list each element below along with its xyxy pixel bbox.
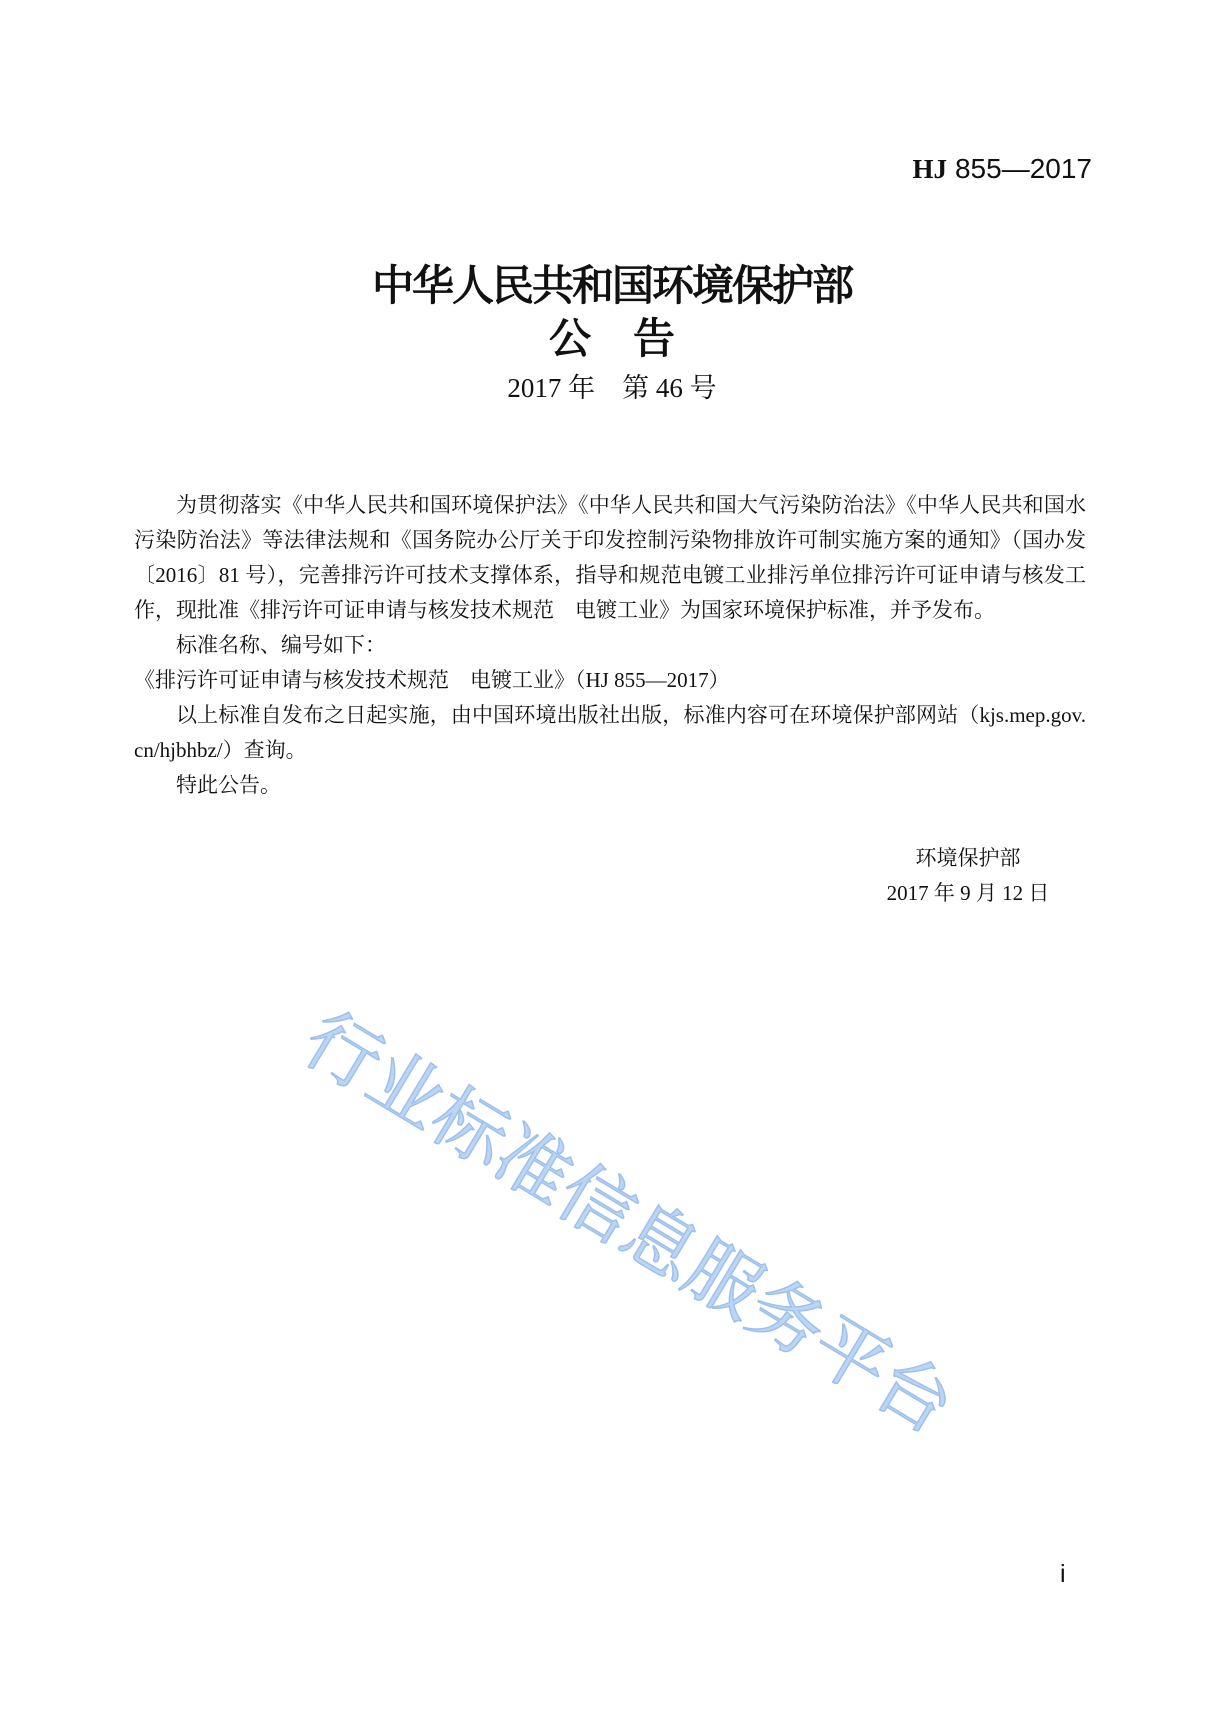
standard-code	[912, 153, 1092, 185]
body-paragraph-1: 为贯彻落实《中华人民共和国环境保护法》《中华人民共和国大气污染防治法》《中华人民共和国水污染防治法》等法律法规和《国务院办公厅关于印发控制污染物排放许可制实施方案的通知》（国办发〔2016〕81 号），完善排污许可技术支撑体系，指导和规范电镀工业排污单位排污许可证申请与核发工作，现批准《排污许可证申请与核发技术规范 电镀工业》为国家环境保护标准，并予发布。	[134, 493, 1086, 622]
body-paragraph-3: 《排污许可证申请与核发技术规范 电镀工业》（HJ 855—2017）	[134, 668, 730, 692]
body-paragraph-5: 特此公告。	[176, 773, 281, 797]
body-paragraph-2: 标准名称、编号如下：	[176, 633, 386, 657]
standard-code-number: 855—2017	[954, 153, 1092, 184]
standard-code-prefix: HJ	[912, 154, 947, 184]
page-title: 中华人民共和国环境保护部	[371, 264, 852, 310]
page-number: i	[1060, 1560, 1066, 1588]
body-paragraph-4: 以上标准自发布之日起实施，由中国环境出版社出版，标准内容可在环境保护部网站（kjs.mep.gov.cn/hjbhbz/）查询。	[134, 703, 1086, 762]
signature-block	[880, 841, 1056, 911]
announcement-body	[134, 488, 1086, 803]
announcement-subtitle: 公 告	[548, 317, 675, 363]
issue-number: 2017 年 第 46 号	[507, 373, 717, 403]
industry-standard-watermark: 行业标准信息服务平台	[289, 998, 967, 1450]
signature-org: 环境保护部	[915, 846, 1021, 870]
signature-date: 2017 年 9 月 12 日	[886, 881, 1050, 905]
